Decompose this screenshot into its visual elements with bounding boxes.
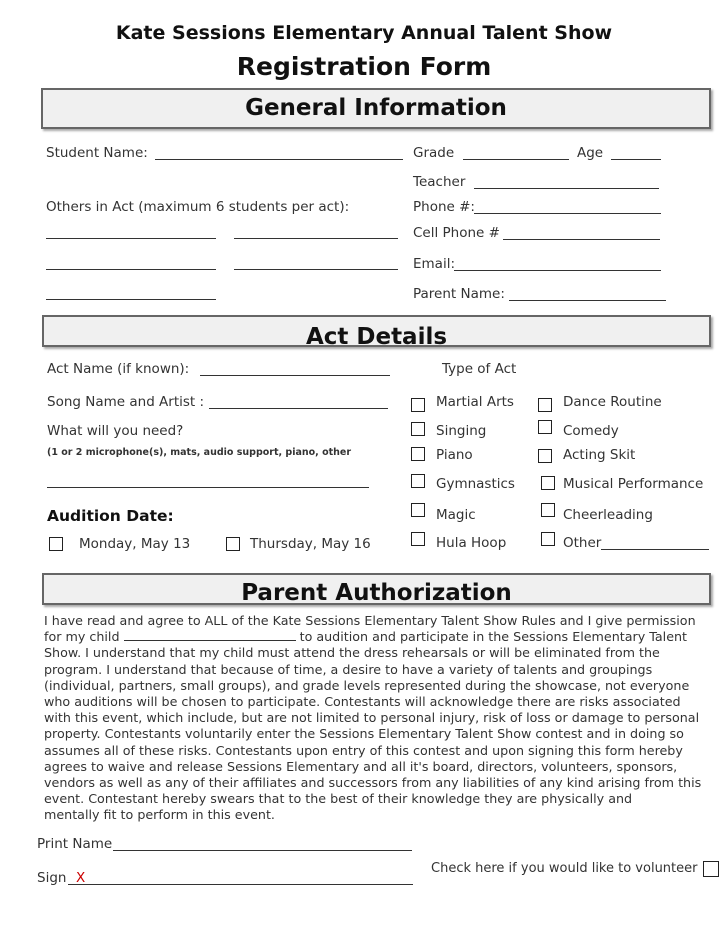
cheerleading-label: Cheerleading <box>563 507 653 523</box>
monday-checkbox[interactable] <box>49 537 63 551</box>
magic-label: Magic <box>436 507 476 523</box>
others-field-4[interactable] <box>234 269 398 270</box>
parent-name-field[interactable] <box>509 300 666 301</box>
others-field-2[interactable] <box>234 238 398 239</box>
general-info-heading: General Information <box>245 95 507 121</box>
signature-field[interactable] <box>68 884 413 885</box>
volunteer-label: Check here if you would like to volunteer <box>431 861 698 876</box>
child-name-field[interactable] <box>124 639 296 641</box>
other-field[interactable] <box>601 549 709 550</box>
auth-line: property. Contestants voluntarily enter the Sessions Elementary Talent Show contest and in doing so <box>44 726 684 742</box>
song-label: Song Name and Artist : <box>47 394 205 410</box>
others-field-1[interactable] <box>46 238 216 239</box>
act-name-label: Act Name (if known): <box>47 361 190 377</box>
age-label: Age <box>577 145 604 161</box>
comedy-label: Comedy <box>563 423 619 439</box>
auth-line: event. Contestant hereby swears that to the best of their knowledge they are physically and <box>44 791 633 807</box>
thursday-label: Thursday, May 16 <box>250 536 371 552</box>
gymnastics-label: Gymnastics <box>436 476 515 492</box>
audition-date-label: Audition Date: <box>47 507 174 525</box>
grade-field[interactable] <box>463 159 569 160</box>
auth-line: Show. I understand that my child must attend the dress rehearsals or will be eliminated from the <box>44 645 660 661</box>
monday-label: Monday, May 13 <box>79 536 191 552</box>
gymnastics-checkbox[interactable] <box>411 474 425 488</box>
musical-performance-label: Musical Performance <box>563 476 704 492</box>
need-note: (1 or 2 microphone(s), mats, audio support, piano, other <box>47 447 352 458</box>
form-subtitle: Registration Form <box>236 52 492 81</box>
auth-line: (individual, partners, small groups), and grade levels represented during the showcase, not everyone <box>44 677 690 693</box>
hula-hoop-checkbox[interactable] <box>411 532 425 546</box>
auth-line-pre: for my child <box>44 629 120 645</box>
parent-auth-heading: Parent Authorization <box>241 580 512 606</box>
print-name-field[interactable] <box>113 850 412 851</box>
martial-arts-label: Martial Arts <box>436 394 514 410</box>
form-title: Kate Sessions Elementary Annual Talent Show <box>115 22 613 44</box>
act-details-heading: Act Details <box>305 324 448 350</box>
email-label: Email: <box>413 256 456 272</box>
singing-checkbox[interactable] <box>411 422 425 436</box>
authorization-text <box>44 613 702 824</box>
print-name-label: Print Name <box>37 836 113 852</box>
others-field-3[interactable] <box>46 269 216 270</box>
other-label: Other <box>563 535 602 551</box>
volunteer-checkbox[interactable] <box>703 861 719 877</box>
dance-routine-label: Dance Routine <box>563 394 662 410</box>
email-field[interactable] <box>454 270 661 271</box>
grade-label: Grade <box>413 145 455 161</box>
need-field[interactable] <box>47 487 369 488</box>
act-details-header <box>42 315 711 350</box>
teacher-field[interactable] <box>474 188 659 189</box>
hula-hoop-label: Hula Hoop <box>436 535 507 551</box>
acting-skit-checkbox[interactable] <box>538 449 552 463</box>
auth-line-post: to audition and participate in the Sessions Elementary Talent <box>299 629 688 645</box>
acting-skit-label: Acting Skit <box>563 447 636 463</box>
parent-name-label: Parent Name: <box>413 286 505 302</box>
phone-label: Phone #: <box>413 199 475 215</box>
piano-label: Piano <box>436 447 473 463</box>
auth-line: program. I understand that because of time, a desire to have a variety of talents and groupings <box>44 661 653 677</box>
act-name-field[interactable] <box>200 375 390 376</box>
sign-x-mark: X <box>76 870 86 886</box>
others-label: Others in Act (maximum 6 students per act): <box>46 199 350 215</box>
auth-line: with this event, which include, but are not limited to personal injury, risk of loss or damage to personal <box>44 710 700 726</box>
singing-label: Singing <box>436 423 487 439</box>
student-name-field[interactable] <box>155 159 403 160</box>
martial-arts-checkbox[interactable] <box>411 398 425 412</box>
sign-label: Sign <box>37 870 67 886</box>
age-field[interactable] <box>611 159 661 160</box>
auth-line: agrees to waive and release Sessions Elementary and all it's board, directors, volunteers, sponsors, <box>44 758 678 774</box>
student-name-label: Student Name: <box>46 145 148 161</box>
other-checkbox[interactable] <box>541 532 555 546</box>
piano-checkbox[interactable] <box>411 447 425 461</box>
auth-line: mentally fit to perform in this event. <box>44 807 275 823</box>
auth-line-child <box>44 629 694 645</box>
parent-auth-header <box>42 573 711 605</box>
musical-performance-checkbox[interactable] <box>541 476 555 490</box>
auth-line: I have read and agree to ALL of the Kate Sessions Elementary Talent Show Rules and I give permission <box>44 613 696 628</box>
phone-field[interactable] <box>474 213 661 214</box>
need-label: What will you need? <box>47 423 184 439</box>
comedy-checkbox[interactable] <box>538 420 552 434</box>
auth-line: who auditions will be chosen to participate. Contestants will acknowledge there are risks associated <box>44 694 681 710</box>
auth-line: vendors as well as any of their affiliates and successors from any liabilities of any kind arising from this <box>44 775 702 791</box>
thursday-checkbox[interactable] <box>226 537 240 551</box>
magic-checkbox[interactable] <box>411 503 425 517</box>
cell-phone-label: Cell Phone # <box>413 225 500 241</box>
others-field-5[interactable] <box>46 299 216 300</box>
dance-routine-checkbox[interactable] <box>538 398 552 412</box>
teacher-label: Teacher <box>413 174 466 190</box>
cheerleading-checkbox[interactable] <box>541 503 555 517</box>
type-of-act-label: Type of Act <box>442 361 517 377</box>
song-field[interactable] <box>209 408 388 409</box>
general-info-header <box>41 88 711 129</box>
cell-phone-field[interactable] <box>503 239 660 240</box>
auth-line: assumes all of these risks. Contestants upon entry of this contest and upon signing this form hereby <box>44 742 683 758</box>
